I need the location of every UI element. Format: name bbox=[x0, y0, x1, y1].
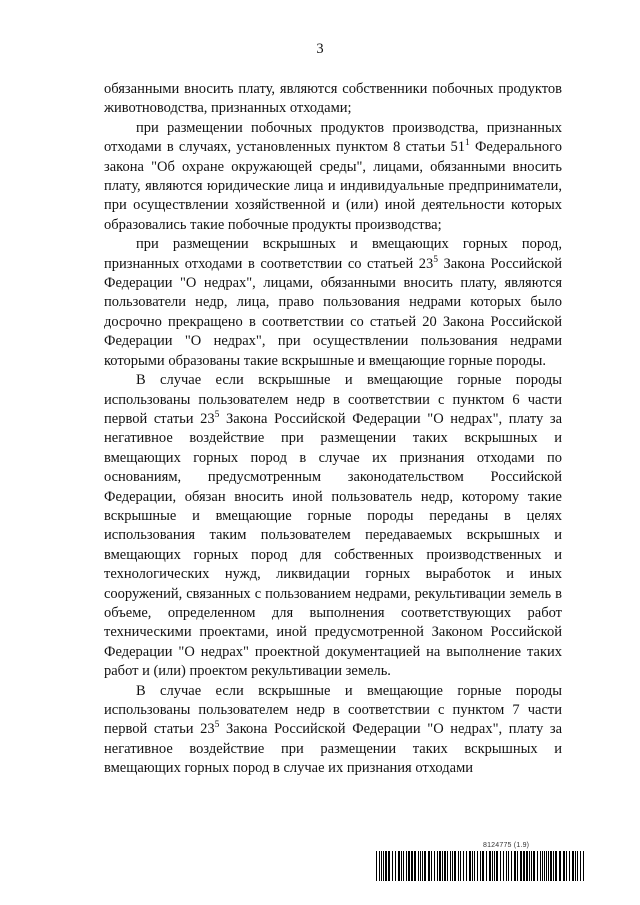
text-run: Закона Российской Федерации "О недрах", лицами, обязанными вносить плату, являются пользователи недр, лица, право пользования недрами которых было досрочно прекращено в соответствии со статьей 20 Закона Российской Федерации "О недрах", при осуществлении пользования недрами которыми образованы такие вскрышные и вмещающие горные породы. bbox=[104, 255, 562, 369]
superscript: 5 bbox=[214, 409, 220, 420]
text-run: В случае если вскрышные и вмещающие горные породы использованы пользователем недр в соответствии с пунктом 6 части первой статьи 23 bbox=[104, 372, 562, 427]
text-run: при размещении вскрышных и вмещающих горных пород, признанных отходами в соответствии со статьей 23 bbox=[104, 236, 562, 272]
barcode-code: 8124775 (1.9) bbox=[483, 842, 530, 849]
paragraph bbox=[104, 235, 562, 371]
paragraph bbox=[104, 682, 562, 779]
superscript: 1 bbox=[465, 138, 470, 149]
text-run: при размещении побочных продуктов производства, признанных отходами в случаях, установленных пунктом 8 статьи 51 bbox=[104, 119, 562, 156]
page-number: 3 bbox=[316, 41, 324, 57]
superscript: 5 bbox=[214, 720, 220, 731]
superscript: 5 bbox=[433, 254, 438, 265]
paragraph bbox=[104, 119, 562, 235]
text-run: Федерального закона "Об охране окружающей среды", лицами, обязанными вносить плату, являются юридические лица и индивидуальные предприниматели, при осуществлении хозяйственной и (или) иной деятельности которых образовались такие побочные продукты производства; bbox=[104, 139, 562, 233]
paragraph bbox=[104, 371, 562, 682]
document-body bbox=[104, 80, 562, 779]
text-run: В случае если вскрышные и вмещающие горные породы использованы пользователем недр в соответствии с пунктом 7 части первой статьи 23 bbox=[104, 682, 562, 738]
paragraph bbox=[104, 80, 562, 119]
text-run: Закона Российской Федерации "О недрах", плату за негативное воздействие при размещении таких вскрышных и вмещающих горных пород в случае их признания отходами по основаниям, предусмотренным законодательством Российской Федерации, обязан вносить иной пользователь недр, которому такие вскрышные и вмещающие горные породы переданы в целях использования таким пользователем передаваемых вскрышных и вмещающих горных пород для собственных производственных и технологических нужд, ликвидации горных выработок и иных сооружений, связанных с пользованием недрами, рекультивации земель в объеме, определенном для выполнения соответствующих работ техническими проектами, иной предусмотренной Законом Российской Федерации "О недрах" проектной документацией на выполнение таких работ и (или) проектом рекультивации земель. bbox=[104, 410, 563, 680]
barcode-image bbox=[376, 851, 584, 881]
text-run: обязанными вносить плату, являются собственники побочных продуктов животноводства, признанных отходами; bbox=[104, 81, 562, 117]
text-run: Закона Российской Федерации "О недрах", плату за негативное воздействие при размещении таких вскрышных и вмещающих горных пород в случае их признания отходами bbox=[104, 721, 563, 777]
